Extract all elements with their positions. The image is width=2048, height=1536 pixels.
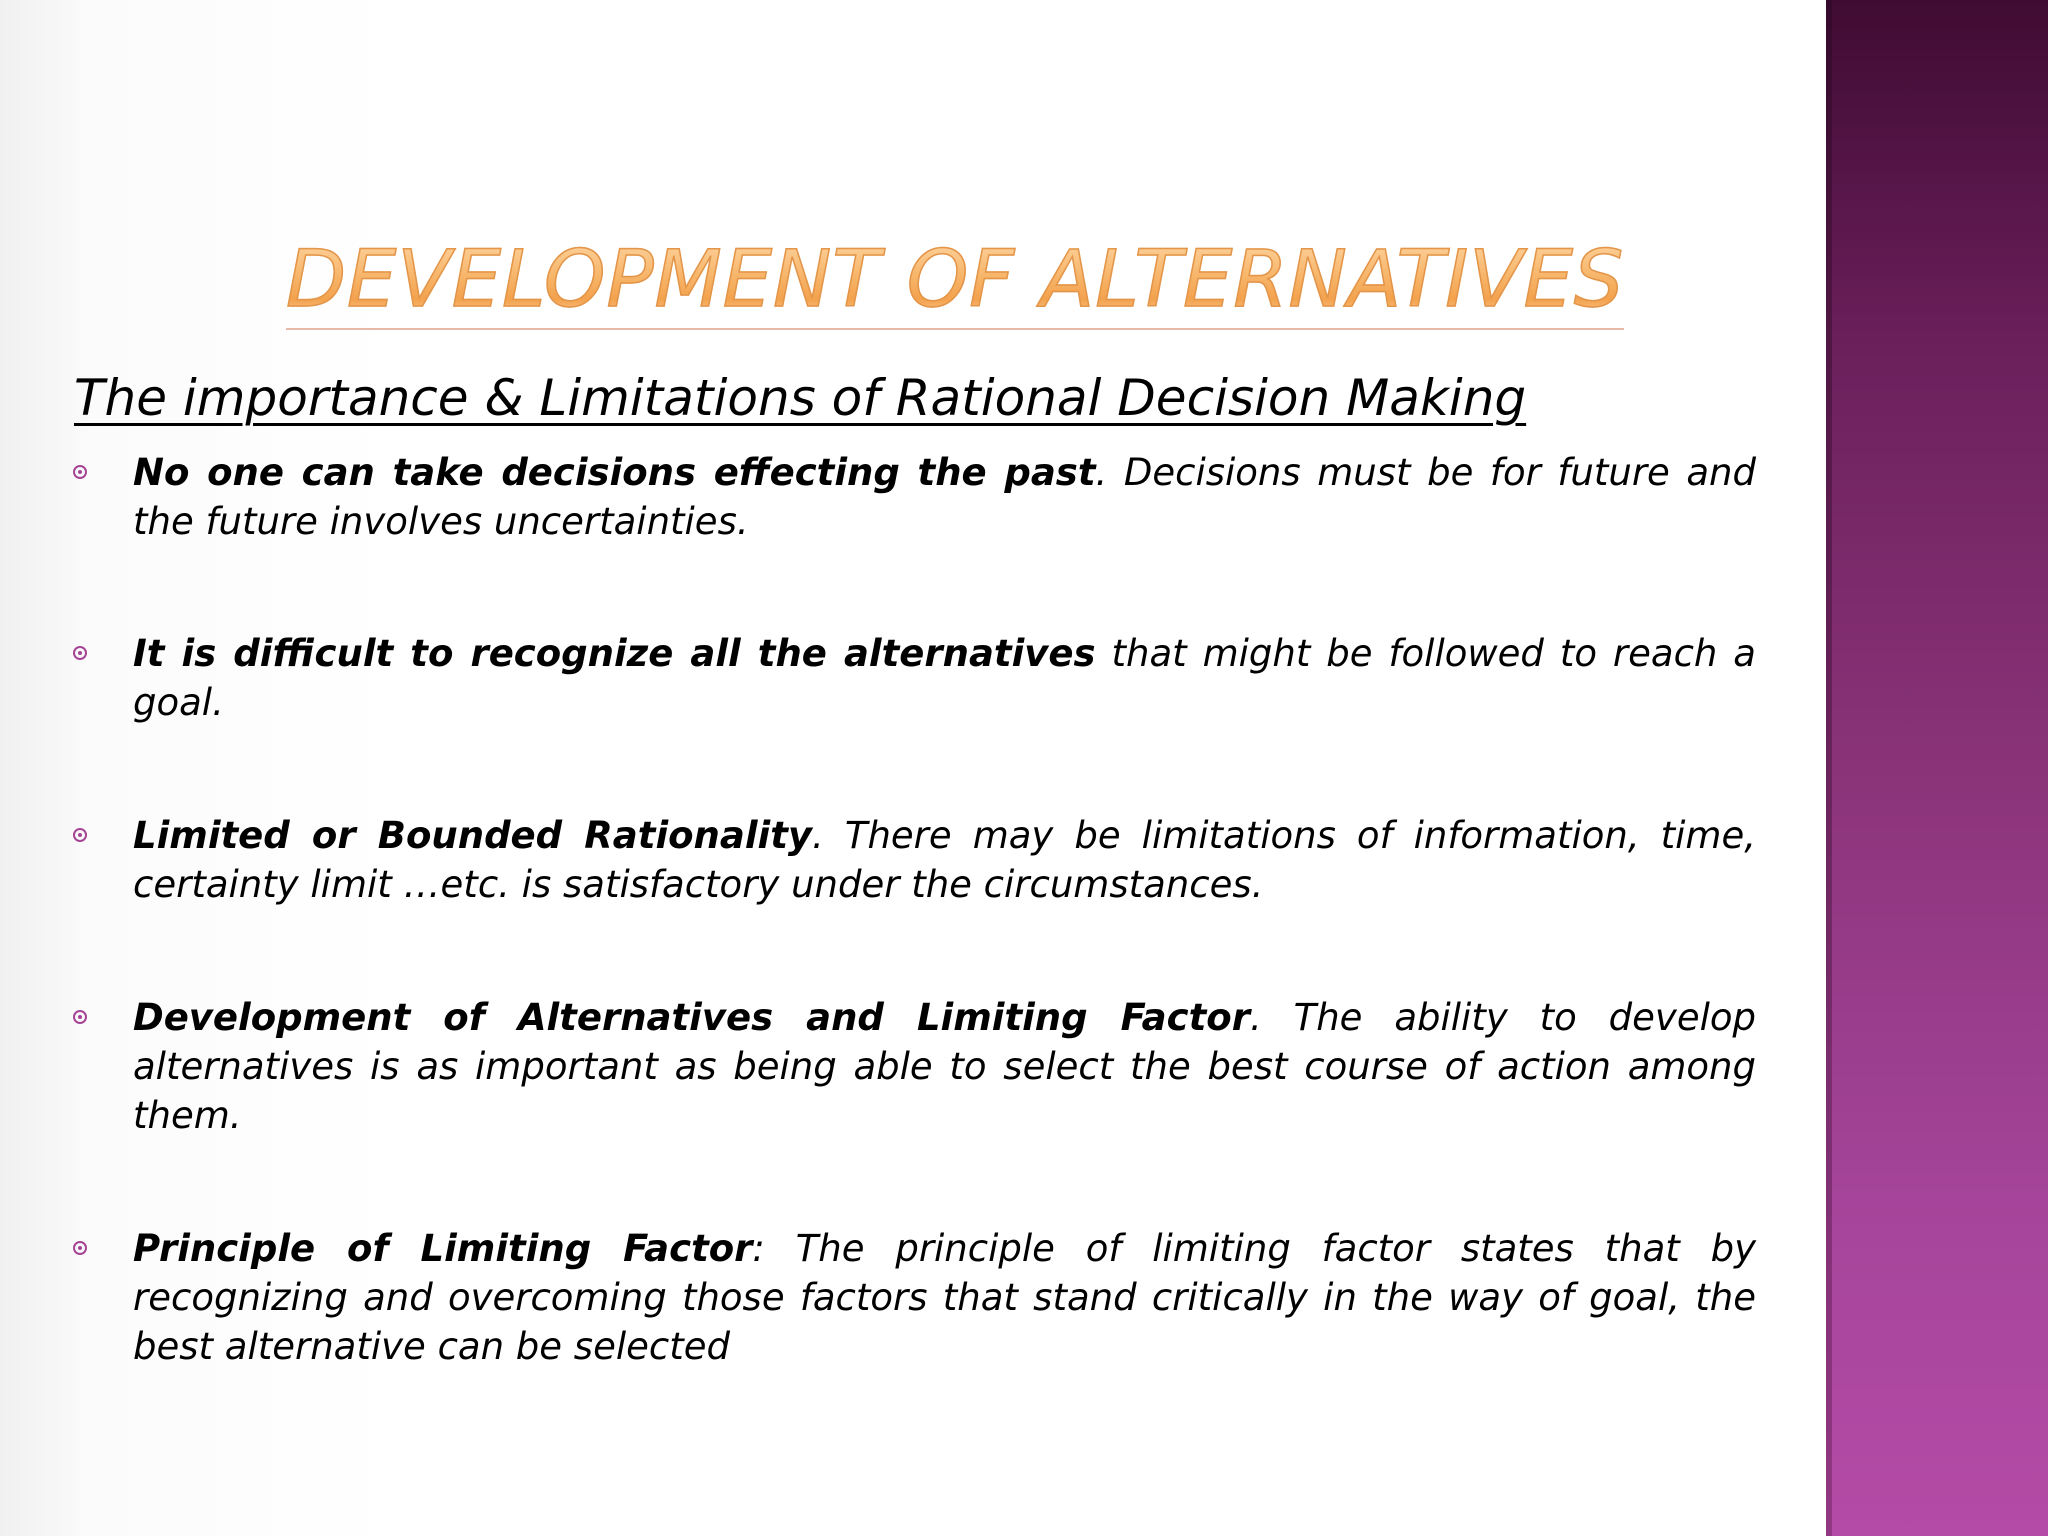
- circle-bullet-icon: [73, 646, 87, 660]
- bullet-body-text: . There may be limitations of information, time, certainty limit …etc. is satisfactory under the circumstances.: [133, 814, 1757, 906]
- bullet-body-text: : The principle of limiting factor states that by recognizing and overcoming those factors that stand critically in the way of goal, the best alternative can be selected: [133, 1227, 1756, 1368]
- bullet-body-text: . The ability to develop alternatives is as important as being able to select the best course of action among them.: [133, 996, 1756, 1137]
- bullet-bold-text: No one can take decisions effecting the past: [133, 451, 1096, 494]
- bullet-bold-text: Principle of Limiting Factor: [133, 1227, 753, 1270]
- circle-bullet-icon: [73, 465, 87, 479]
- circle-bullet-icon: [73, 1241, 87, 1255]
- bullet-body-text: . Decisions must be for future and the future involves uncertainties.: [133, 451, 1756, 543]
- bullet-text: [133, 993, 1756, 1140]
- bullet-text: [133, 448, 1756, 546]
- bullet-bold-text: Limited or Bounded Rationality: [133, 814, 813, 857]
- bullet-bold-text: Development of Alternatives and Limiting Factor: [133, 996, 1250, 1039]
- slide-subtitle: The importance & Limitations of Rational Decision Making: [74, 369, 1527, 427]
- decorative-side-band: [1826, 0, 2048, 1536]
- bullet-text: [133, 1224, 1756, 1371]
- slide-title: DEVELOPMENT OF ALTERNATIVES: [286, 232, 1624, 330]
- bullet-bold-text: It is difficult to recognize all the alternatives: [133, 632, 1096, 675]
- bullet-text: [133, 629, 1756, 727]
- circle-bullet-icon: [73, 1010, 87, 1024]
- bullet-text: [133, 811, 1756, 909]
- circle-bullet-icon: [73, 828, 87, 842]
- bullet-body-text: that might be followed to reach a goal.: [133, 632, 1756, 724]
